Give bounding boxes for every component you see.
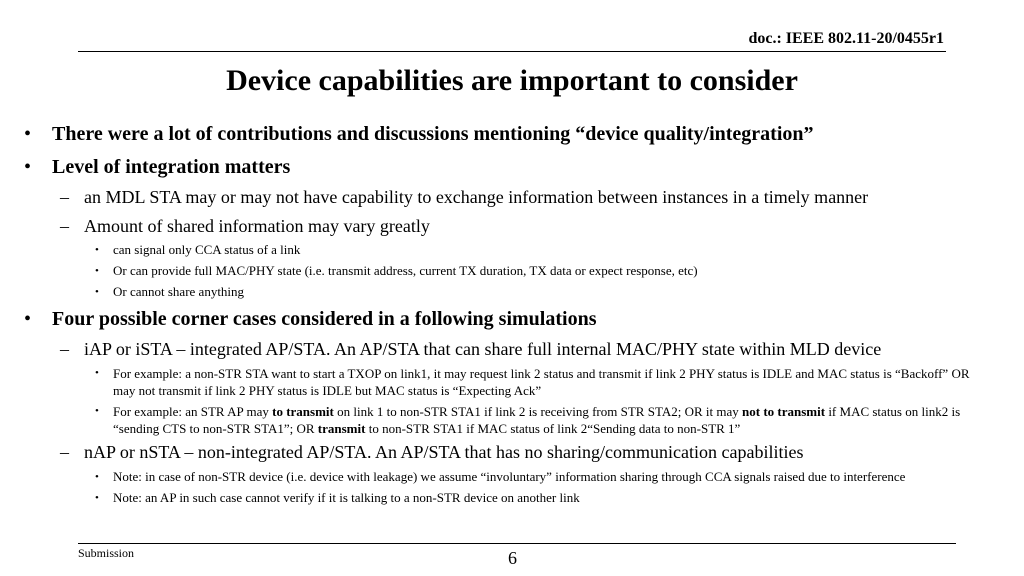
bullet-marker: • bbox=[24, 123, 32, 145]
bullet-1: There were a lot of contributions and discussions mentioning “device quality/integration” bbox=[52, 123, 814, 145]
document-id: doc.: IEEE 802.11-20/0455r1 bbox=[748, 30, 944, 47]
text-run: on link 1 to non-STR STA1 if link 2 is receiving from STR STA2; OR it may bbox=[333, 404, 743, 419]
bullet-2-sub-2-a: can signal only CCA status of a link bbox=[113, 242, 301, 257]
bullet-3-sub-1: iAP or iSTA – integrated AP/STA. An AP/STA that can share full internal MAC/PHY state within MLD device bbox=[84, 339, 882, 359]
bullet-3-sub-1-a: For example: a non-STR STA want to start a TXOP on link1, it may request link 2 status and transmit if link 2 PHY status is IDLE and MAC status is “Backoff” OR may not transmit if link 2 PHY status is IDLE but MAC status is “Expecting Ack” bbox=[113, 366, 970, 398]
text-run: to non-STR STA1 if MAC status of link 2“Sending data to non-STR 1” bbox=[365, 421, 741, 436]
bullet-2-sub-2: Amount of shared information may vary greatly bbox=[84, 216, 430, 236]
emphasis-text: transmit bbox=[317, 421, 366, 436]
small-bullet-marker: • bbox=[95, 492, 99, 504]
bullet-3-sub-2-b: Note: an AP in such case cannot verify if it is talking to a non-STR device on another link bbox=[113, 490, 580, 505]
page-number: 6 bbox=[508, 548, 517, 568]
bullet-3: Four possible corner cases considered in a following simulations bbox=[52, 308, 597, 330]
text-run: For example: an STR AP may bbox=[113, 404, 273, 419]
bullet-marker: • bbox=[24, 308, 32, 330]
dash-marker: – bbox=[60, 339, 69, 359]
small-bullet-marker: • bbox=[95, 367, 99, 379]
dash-marker: – bbox=[60, 187, 69, 207]
dash-marker: – bbox=[60, 216, 69, 236]
submission-label: Submission bbox=[78, 546, 135, 560]
small-bullet-marker: • bbox=[95, 244, 99, 256]
bullet-3-sub-1-b bbox=[113, 403, 993, 437]
emphasis-text: to transmit bbox=[272, 404, 334, 419]
emphasis-text: not to transmit bbox=[742, 404, 826, 419]
small-bullet-marker: • bbox=[95, 405, 99, 417]
bullet-2-sub-1: an MDL STA may or may not have capability to exchange information between instances in a timely manner bbox=[84, 187, 869, 207]
slide-title: Device capabilities are important to consider bbox=[226, 64, 798, 97]
small-bullet-marker: • bbox=[95, 471, 99, 483]
bullet-2: Level of integration matters bbox=[52, 156, 291, 178]
bullet-3-sub-2: nAP or nSTA – non-integrated AP/STA. An AP/STA that has no sharing/communication capabilities bbox=[84, 442, 804, 462]
bullet-marker: • bbox=[24, 156, 32, 178]
footer-rule bbox=[78, 543, 956, 544]
small-bullet-marker: • bbox=[95, 265, 99, 277]
header-rule bbox=[78, 51, 946, 52]
bullet-2-sub-2-c: Or cannot share anything bbox=[113, 284, 245, 299]
dash-marker: – bbox=[60, 442, 69, 462]
small-bullet-marker: • bbox=[95, 286, 99, 298]
text-run: if MAC status on link2 is “sending CTS to non-STR STA1”; OR bbox=[113, 404, 961, 436]
bullet-3-sub-2-a: Note: in case of non-STR device (i.e. device with leakage) we assume “involuntary” information sharing through CCA signals raised due to interference bbox=[113, 469, 906, 484]
bullet-2-sub-2-b: Or can provide full MAC/PHY state (i.e. transmit address, current TX duration, TX data or expect response, etc) bbox=[113, 263, 698, 278]
